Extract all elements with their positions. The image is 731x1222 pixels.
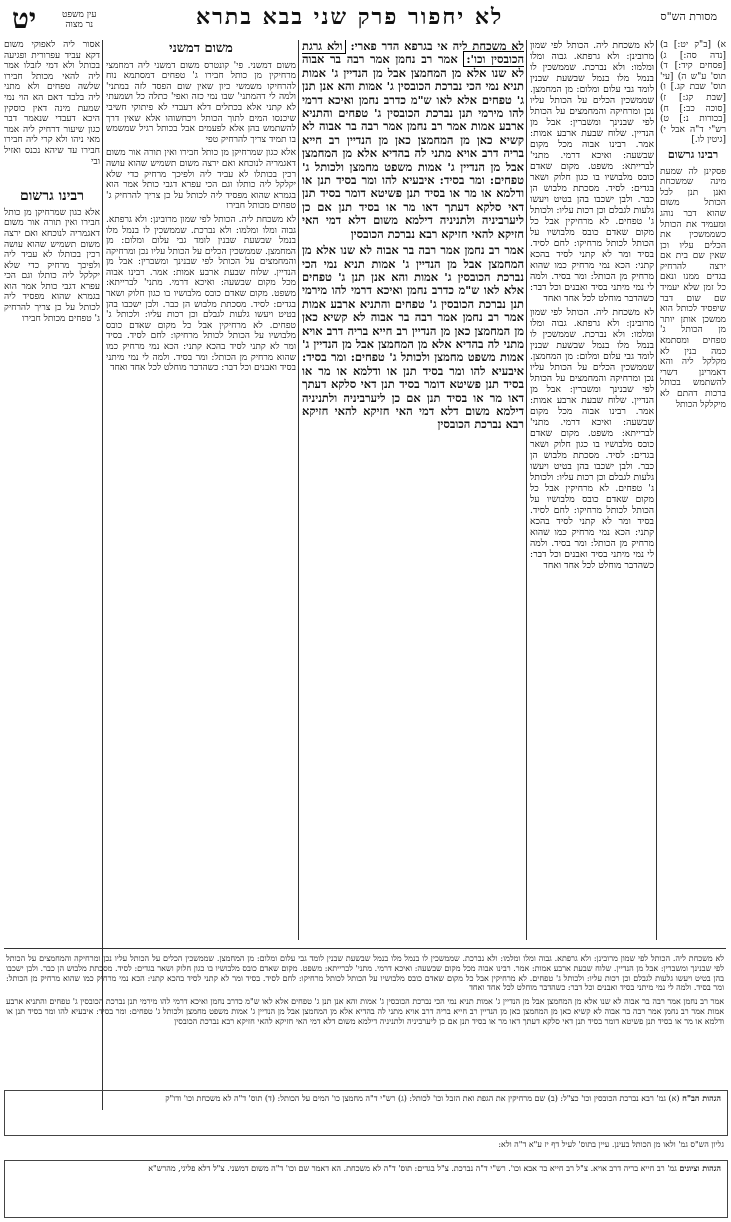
masoret-notes: א) [ב"ק יט:] ב) [נדה סה:] ג) [פסחים קיד:] ד) תוס' ע"ש ה) [עי' תוס' שבת קג.] ו) [שבת קג:] ז) [סוכה כב:] ח) [בכורות נ:] ט) רש"י ד"ה אבל י) [גיטין לו.] bbox=[660, 40, 726, 146]
boxed-dibbur: ולא גרגת הכובסין וכו': bbox=[302, 40, 524, 67]
page-number: יט bbox=[12, 2, 37, 35]
footer-divider bbox=[4, 948, 726, 949]
column-divider bbox=[526, 40, 527, 940]
left-margin-column bbox=[4, 40, 100, 800]
column-divider bbox=[656, 40, 657, 940]
masoret-label: מסורת הש"ס bbox=[660, 10, 717, 23]
left-margin-text-2: אלא כגון שמרחיקן מן כותל חבירו ואין תורה אור משום דאגמריה לנוכחא ואם ירצה משום תשמיש שהוא עושה רכין בכותלו לא עביד ליה ולפיכך מרחיק כדי שלא יקלקל ליה כותלו וגם הכי עפרא דגבי כותל אמר הוא בגמרא שהוא מפסיד ליה לכותל על כן צריך להרחיק ג' טפחים מכותל חבירו bbox=[4, 207, 100, 324]
ein-mishpat-label: עין משפט נר מצוה bbox=[62, 10, 97, 30]
tosafot-text-2: אלא כגון שמרחיקן מן כותל חבירו ואין תורה אור משום דאגמריה לנוכחא ואם ירצה משום תשמיש שהוא עושה רכין בכותלו לא עביד ליה ולפיכך מרחיק כדי שלא יקלקל ליה כותלו וגם הכי עפרא דגבי כותל אמר הוא בגמרא שהוא מפסיד ליה לכותל על כן צריך להרחיק ג' טפחים מכותל חבירו bbox=[106, 148, 296, 212]
tosafot-heading: משום דמשני bbox=[169, 41, 233, 56]
page-title: לא יחפור פרק שני בבא בתרא bbox=[196, 4, 504, 30]
haggahot-label: הגהות וציונים bbox=[679, 1164, 721, 1173]
gilyon-hashas bbox=[6, 1140, 724, 1154]
left-margin-text: אסור ליה לאפוקי משום דקא עביד עפרורית ופגיעה בכותל ולא דמי לזבלו אמר ליה להאי מכותל חבירו שלשה טפחים ולא מתני ליה בלבד דאם הא הוי נמי שמעת מינה דאין כוסקין היכא דעבדי שנאמר דבר כגון שיעור דרחיק ליה אמר מאי ניהו ולא קרי ליה חבירו חבירו עד שיהא נכנס ואזיל ובי bbox=[4, 40, 100, 167]
right-margin-column bbox=[660, 40, 726, 940]
hagahot-bach-label: הגהות הב"ח bbox=[682, 1094, 721, 1103]
haggahot-box bbox=[4, 1160, 728, 1218]
gemara-body: אמר רב נחמן אמר רבה בר אבוה לא שנו אלא מן המחמצן אבל מן הנדיין ג' אמות תניא נמי הכי נברכת הכובסין ג' אמות והא אנן תנן ג' טפחים אלא לאו ש"מ כדרב נחמן ואיכא דרמי להו מירמי תנן נברכת הכובסין ג' טפחים והתניא ארבע אמות אמר רב נחמן אמר רבה בר אבוה לא קשיא כאן מן המחמצן כאן מן הנדיין רב חייא בריה דרב אויא מתני לה בהדיא אלא מן המחמצן אבל מן הנדיין ג' אמות משפט מחמצן ולכותל ג' טפחים: ומר בסיד: איבעיא להו ומר בסיד תנן או ודלמא או מר או בסיד תנן פשיטא דומר בסיד תנן דאי סלקא דעתך דאו מר או בסיד תנן אם כן ליערביניה ולתניניה דילמא משום דלא דמי האי חזיקא להאי חזיקא רבא נברכת הכובסין bbox=[302, 52, 524, 241]
tosafot-column bbox=[106, 40, 296, 940]
page-header bbox=[6, 4, 725, 34]
footer-main-extended: אמר רב נחמן אמר רבה בר אבוה לא שנו אלא מן המחמצן אבל מן הנדיין ג' אמות תניא נמי הכי נברכת הכובסין ג' אמות והא אנן תנן ג' טפחים אלא לאו ש"מ כדרב נחמן ואיכא דרמי להו מירמי תנן נברכת הכובסין ג' טפחים והתניא ארבע אמות אמר רב נחמן אמר רבה בר אבוה לא קשיא כאן מן המחמצן כאן מן הנדיין רב חייא בריה דרב אויא מתני לה בהדיא אלא מן המחמצן אבל מן הנדיין ג' אמות משפט מחמצן ולכותל ג' טפחים: ומר בסיד: איבעיא להו ומר בסיד תנן או ודלמא או מר או בסיד תנן פשיטא דומר בסיד תנן דאי סלקא דעתך דאו מר או בסיד תנן אם כן ליערביניה ולתניניה דילמא משום דלא דמי האי חזיקא להאי חזיקא רבא נברכת הכובסין bbox=[6, 997, 724, 1026]
footer-notes bbox=[6, 954, 724, 1084]
rashi-column bbox=[530, 40, 654, 940]
gemara-body-continued: אמר רב נחמן אמר רבה בר אבוה לא שנו אלא מן המחמצן אבל מן הנדיין ג' אמות תניא נמי הכי נברכת הכובסין ג' אמות והא אנן תנן ג' טפחים אלא לאו ש"מ כדרב נחמן ואיכא דרמי להו מירמי תנן נברכת הכובסין ג' טפחים והתניא ארבע אמות אמר רב נחמן אמר רבה בר אבוה לא קשיא כאן מן המחמצן כאן מן הנדיין רב חייא בריה דרב אויא מתני לה בהדיא אלא מן המחמצן אבל מן הנדיין ג' אמות משפט מחמצן ולכותל ג' טפחים: ומר בסיד: איבעיא להו ומר בסיד תנן או ודלמא או מר או בסיד תנן פשיטא דומר בסיד תנן דאי סלקא דעתך דאו מר או בסיד תנן אם כן ליערביניה ולתניניה דילמא משום דלא דמי האי חזיקא להאי חזיקא רבא נברכת הכובסין bbox=[302, 243, 524, 432]
rashi-text-2: לא משכחת ליה. הכותל לפי שמון מרובינן: ולא גרפתא. גבוה ומלו ומלמו: ולא נברכת. שממשכין לו בנמל מלו בנמל שבשעת שבנין לומד גבי עלום ומלום: מן המחמצן. שממשכין הכלים על הכותל עליו נכן ומרחיקה והמחמצים על הכותל לפי שבנינך ומשברין: אבל מן הנדיין. שלוח שבעת ארבע אמות: אמר. רבינו אבוה מכל מקום שבשעה: ואיכא דרמי. מתני' לברייתא: משפט. מקום שאדם כובס מלבושיו בו כגון חלוק ושאר בגדים: לסיד. מסכתת מלבוש הן כבר. ולבן ישכבו בהן בטיט ויעשו גלעות לגבלם וכן רכות עליו: ולכותל ג' טפחים. לא מרחיקין אבל כל מקום שאדם כובס מלבושיו על הכותל לכותל מרחיקו: לחם לסיד. בסיד ומר לא קתני לסיד בהכא קתני: הכא נמי מרחיק כמו שהוא מרחיק מן הכותל: ומר בסיד. ולמה לי נמי מיתני בסיד ואבנים וכל דבר: כשהדבר מוחלט לכל אחד ואחד bbox=[530, 307, 654, 571]
hagahot-bach-box bbox=[4, 1090, 728, 1136]
footer-rashi-extended: לא משכחת ליה. הכותל לפי שמון מרובינן: ולא גרפתא. גבוה ומלו ומלמו: ולא נברכת. שממשכין לו בנמל מלו בנמל שבשעת שבנין לומד גבי עלום ומלום: מן המחמצן. שממשכין הכלים על הכותל עליו נכן ומרחיקה והמחמצים על הכותל לפי שבנינך ומשברין: אבל מן הנדיין. שלוח שבעת ארבע אמות: אמר. רבינו אבוה מכל מקום שבשעה: ואיכא דרמי. מתני' לברייתא: משפט. מקום שאדם כובס מלבושיו בו כגון חלוק ושאר בגדים: לסיד. מסכתת מלבוש הן כבר. ולבן ישכבו בהן בטיט ויעשו גלעות לגבלם וכן רכות עליו: ולכותל ג' טפחים. לא מרחיקין אבל כל מקום שאדם כובס מלבושיו על הכותל לכותל מרחיקו: לחם לסיד. בסיד ומר לא קתני לסיד בהכא קתני: הכא נמי מרחיק כמו שהוא מרחיק מן הכותל: ומר בסיד. ולמה לי נמי מיתני בסיד ואבנים וכל דבר: כשהדבר מוחלט לכל אחד ואחד bbox=[6, 954, 724, 993]
tosafot-text-3: לא משכחת ליה. הכותל לפי שמון מרובינן: ולא גרפתא. גבוה ומלו ומלמו: ולא נברכת. שממשכין לו בנמל מלו בנמל שבשעת שבנין לומד גבי עלום ומלום: מן המחמצן. שממשכין הכלים על הכותל עליו נכן ומרחיקה והמחמצים על הכותל לפי שבנינך ומשברין: אבל מן הנדיין. שלוח שבעת ארבע אמות: אמר. רבינו אבוה מכל מקום שבשעה: ואיכא דרמי. מתני' לברייתא: משפט. מקום שאדם כובס מלבושיו בו כגון חלוק ושאר בגדים: לסיד. מסכתת מלבוש הן כבר. ולבן ישכבו בהן בטיט ויעשו גלעות לגבלם וכן רכות עליו: ולכותל ג' טפחים. לא מרחיקין אבל כל מקום שאדם כובס מלבושיו על הכותל לכותל מרחיקו: לחם לסיד. בסיד ומר לא קתני לסיד בהכא קתני: הכא נמי מרחיק כמו שהוא מרחיק מן הכותל: ומר בסיד. ולמה לי נמי מיתני בסיד ואבנים וכל דבר: כשהדבר מוחלט לכל אחד ואחד bbox=[106, 214, 296, 374]
right-margin-heading: רבינו גרשום bbox=[667, 147, 719, 161]
haggahot-text: גמ' רב חייא בריה דרב אויא. צ"ל רב חייא בר אבא וכו'. רש"י ד"ה נברכת. צ"ל בגדים: תוס' ד"ה לא משכחת. הא דאמר שם וכו' ד"ה משום דמשני. צ"ל דלא פליגי, מהרש"א bbox=[148, 1164, 677, 1173]
gilyon-text: גליון הש"ס גמ' ולאו מן הכותל בעינן. עיין בתוס' לעיל דף יז ע"א ד"ה ולא: bbox=[498, 1140, 724, 1149]
gemara-column bbox=[302, 40, 524, 940]
hagahot-bach-text: (א) גמ' רבא נברכת הכובסין וכו' כצ"ל: (ב) שם מרחיקין את הגפת ואת הזבל וכו' לכותל: (ג) רש"י ד"ה מחמצן כו' המים על הכותל: (ד) תוס' ד"ה לא משכחת וכו' ודו"ק bbox=[165, 1094, 680, 1103]
right-margin-text: פסקינן לה שמעת מינה שמשכחת ואנן תנן לכל הכותל משום שהוא דבר נוהג ומעמיד את הכותל כשממשכין את הכלים עליו וכן שאין שם בית אם ירצה להרחיק בגדים ממנו ונאם כל זמן שלא יעמיד שם שום דבר שיפסיד לכותל הוא ממשכן אותן יותר מן הכותל ג' טפחים ומסתמא כמה בנין לא מקלקל ליה והא דאמרינן דשרי להשתמש בכותל ברכות דהתם לא מיקלקל הכותל bbox=[660, 166, 726, 410]
left-margin-heading: רבינו גרשום bbox=[19, 188, 85, 205]
gemara-opening: לא משכחת ליה אי בגרפא הדר פארי: bbox=[350, 40, 524, 53]
tosafot-text: משום דמשני. פי' קונטרס משום דמשני ליה דמחמצי מרחיקין מן כותל חבירו ג' טפחים דמסתמא נוח להרחיקו משמשי כיון שאין שום הפסד לזה במתני' ולמה לי דהמתני' שבו נמי כזה ואפי' כתלה כל ושמעתי לא קתני אלא בכתלים דלא דעבדי לא פיתוקי חשיבי שיכנסו המים לתוך הכותל ויכחשוהו אלא שאין דרך להשתמש בהן אלא לפעמים אבל בכותל רגיל שמשמש בו תמיד צריך להרחיק טפי bbox=[106, 60, 296, 145]
column-divider bbox=[298, 40, 299, 940]
rashi-text: לא משכחת ליה. הכותל לפי שמון מרובינן: ולא גרפתא. גבוה ומלו ומלמו: ולא נברכת. שממשכין לו בנמל מלו בנמל שבשעת שבנין לומד גבי עלום ומלום: מן המחמצן. שממשכין הכלים על הכותל עליו נכן ומרחיקה והמחמצים על הכותל לפי שבנינך ומשברין: אבל מן הנדיין. שלוח שבעת ארבע אמות: אמר. רבינו אבוה מכל מקום שבשעה: ואיכא דרמי. מתני' לברייתא: משפט. מקום שאדם כובס מלבושיו בו כגון חלוק ושאר בגדים: לסיד. מסכתת מלבוש הן כבר. ולבן ישכבו בהן בטיט ויעשו גלעות לגבלם וכן רכות עליו: ולכותל ג' טפחים. לא מרחיקין אבל כל מקום שאדם כובס מלבושיו על הכותל לכותל מרחיקו: לחם לסיד. בסיד ומר לא קתני לסיד בהכא קתני: הכא נמי מרחיק כמו שהוא מרחיק מן הכותל: ומר בסיד. ולמה לי נמי מיתני בסיד ואבנים וכל דבר: כשהדבר מוחלט לכל אחד ואחד bbox=[530, 40, 654, 304]
column-divider bbox=[102, 40, 103, 1110]
